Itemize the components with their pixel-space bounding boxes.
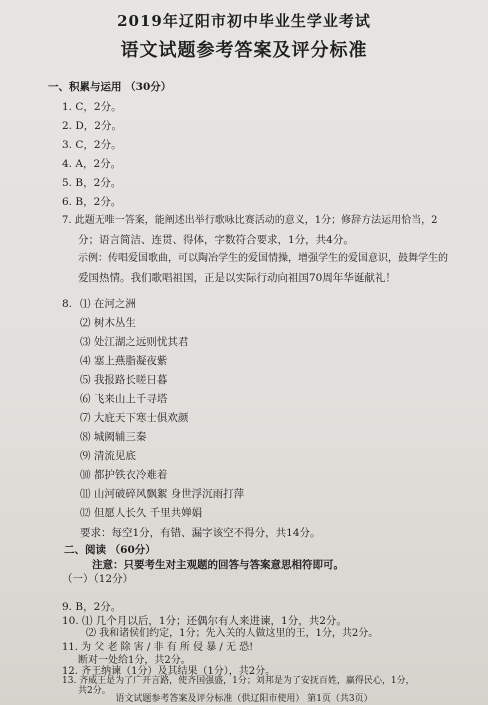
answer-q11: 11. 为 父 老 除 害 / 非 有 所 侵 暴 / 无 恐! xyxy=(62,642,254,653)
answer-q8-3: ⑶ 处江湖之远则忧其君 xyxy=(80,336,189,348)
answer-q9: 9. B，2分。 xyxy=(62,601,122,613)
answer-q8-10: ⑽ 都护铁衣冷难着 xyxy=(80,469,168,481)
document-subtitle: 语文试题参考答案及评分标准 xyxy=(120,40,368,61)
answer-q6: 6. B，2分。 xyxy=(62,196,122,208)
answer-q8-6: ⑹ 飞来山上千寻塔 xyxy=(80,393,168,405)
section-heading-reading: 二、阅读 （60分） xyxy=(64,544,156,556)
answer-q10-1: 10. ⑴ 几个月以后，1分；还偶尔有人来进谏，1分，共2分。 xyxy=(62,615,347,627)
document-title: 2019年辽阳市初中毕业生学业考试 xyxy=(117,12,371,30)
answer-q8-4: ⑷ 塞上燕脂凝夜紫 xyxy=(80,355,168,367)
answer-q8-2: ⑵ 树木丛生 xyxy=(80,317,136,329)
answer-q13-line1: 13. 齐威王是为了广开言路，使齐国强盛，1分；刘邦是为了安抚百姓，赢得民心，1分， xyxy=(62,676,415,686)
answer-q8-7: ⑺ 大庇天下寒士俱欢颜 xyxy=(80,412,189,424)
answer-q13-line2: 共2分。 xyxy=(78,686,111,696)
answer-q4: 4. A，2分。 xyxy=(62,158,122,170)
answer-q8-5: ⑸ 我报路长嗟日暮 xyxy=(80,374,168,386)
answer-q8-label: 8. xyxy=(62,298,73,310)
answer-q8-1: ⑴ 在河之洲 xyxy=(80,298,136,310)
answer-q11-note: 断对一处给1分，共2分。 xyxy=(78,655,191,666)
answer-q8-8: ⑻ 城阙辅三秦 xyxy=(80,431,147,443)
grading-notice: 注意：只要考生对主观题的回答与答案意思相符即可。 xyxy=(92,559,344,571)
answer-q8-12: ⑿ 但愿人长久 千里共婵娟 xyxy=(80,507,203,519)
answer-q10-2: ⑵ 我和诸侯们约定，1分；先入关的人做这里的王，1分，共2分。 xyxy=(86,628,379,639)
answer-q7-line1: 7. 此题无唯一答案，能阐述出举行歌咏比赛活动的意义，1分；修辞方法运用恰当，2 xyxy=(62,215,438,226)
section-heading-accumulation: 一、积累与运用 （30分） xyxy=(48,81,172,93)
answer-q12: 12. 齐王纳谏（1分）及其结果（1分），共2分。 xyxy=(62,666,276,677)
answer-q7-line3: 示例：传唱爱国歌曲，可以陶冶学生的爱国情操，增强学生的爱国意识，鼓舞学生的 xyxy=(78,253,448,264)
reading-part1-heading: （一）（12分） xyxy=(62,573,134,585)
answer-q8-note: 要求：每空1分，有错、漏字该空不得分，共14分。 xyxy=(80,527,321,539)
answer-q3: 3. C，2分。 xyxy=(62,139,122,151)
answer-q8-9: ⑼ 清流见底 xyxy=(80,450,136,462)
answer-q5: 5. B，2分。 xyxy=(62,177,122,189)
answer-q7-line4: 爱国热情。我们歌唱祖国，正是以实际行动向祖国70周年华诞献礼！ xyxy=(78,272,396,284)
answer-q8-11: ⑾ 山河破碎风飘絮 身世浮沉雨打萍 xyxy=(80,488,245,500)
answer-q2: 2. D，2分。 xyxy=(62,120,122,132)
answer-q1: 1. C，2分。 xyxy=(62,101,122,113)
answer-q7-line2: 分；语言简洁、连贯、得体，字数符合要求，1分，共4分。 xyxy=(78,234,354,246)
page-footer: 语文试题参考答案及评分标准（供辽阳市使用） 第1页（共3页） xyxy=(115,694,373,704)
